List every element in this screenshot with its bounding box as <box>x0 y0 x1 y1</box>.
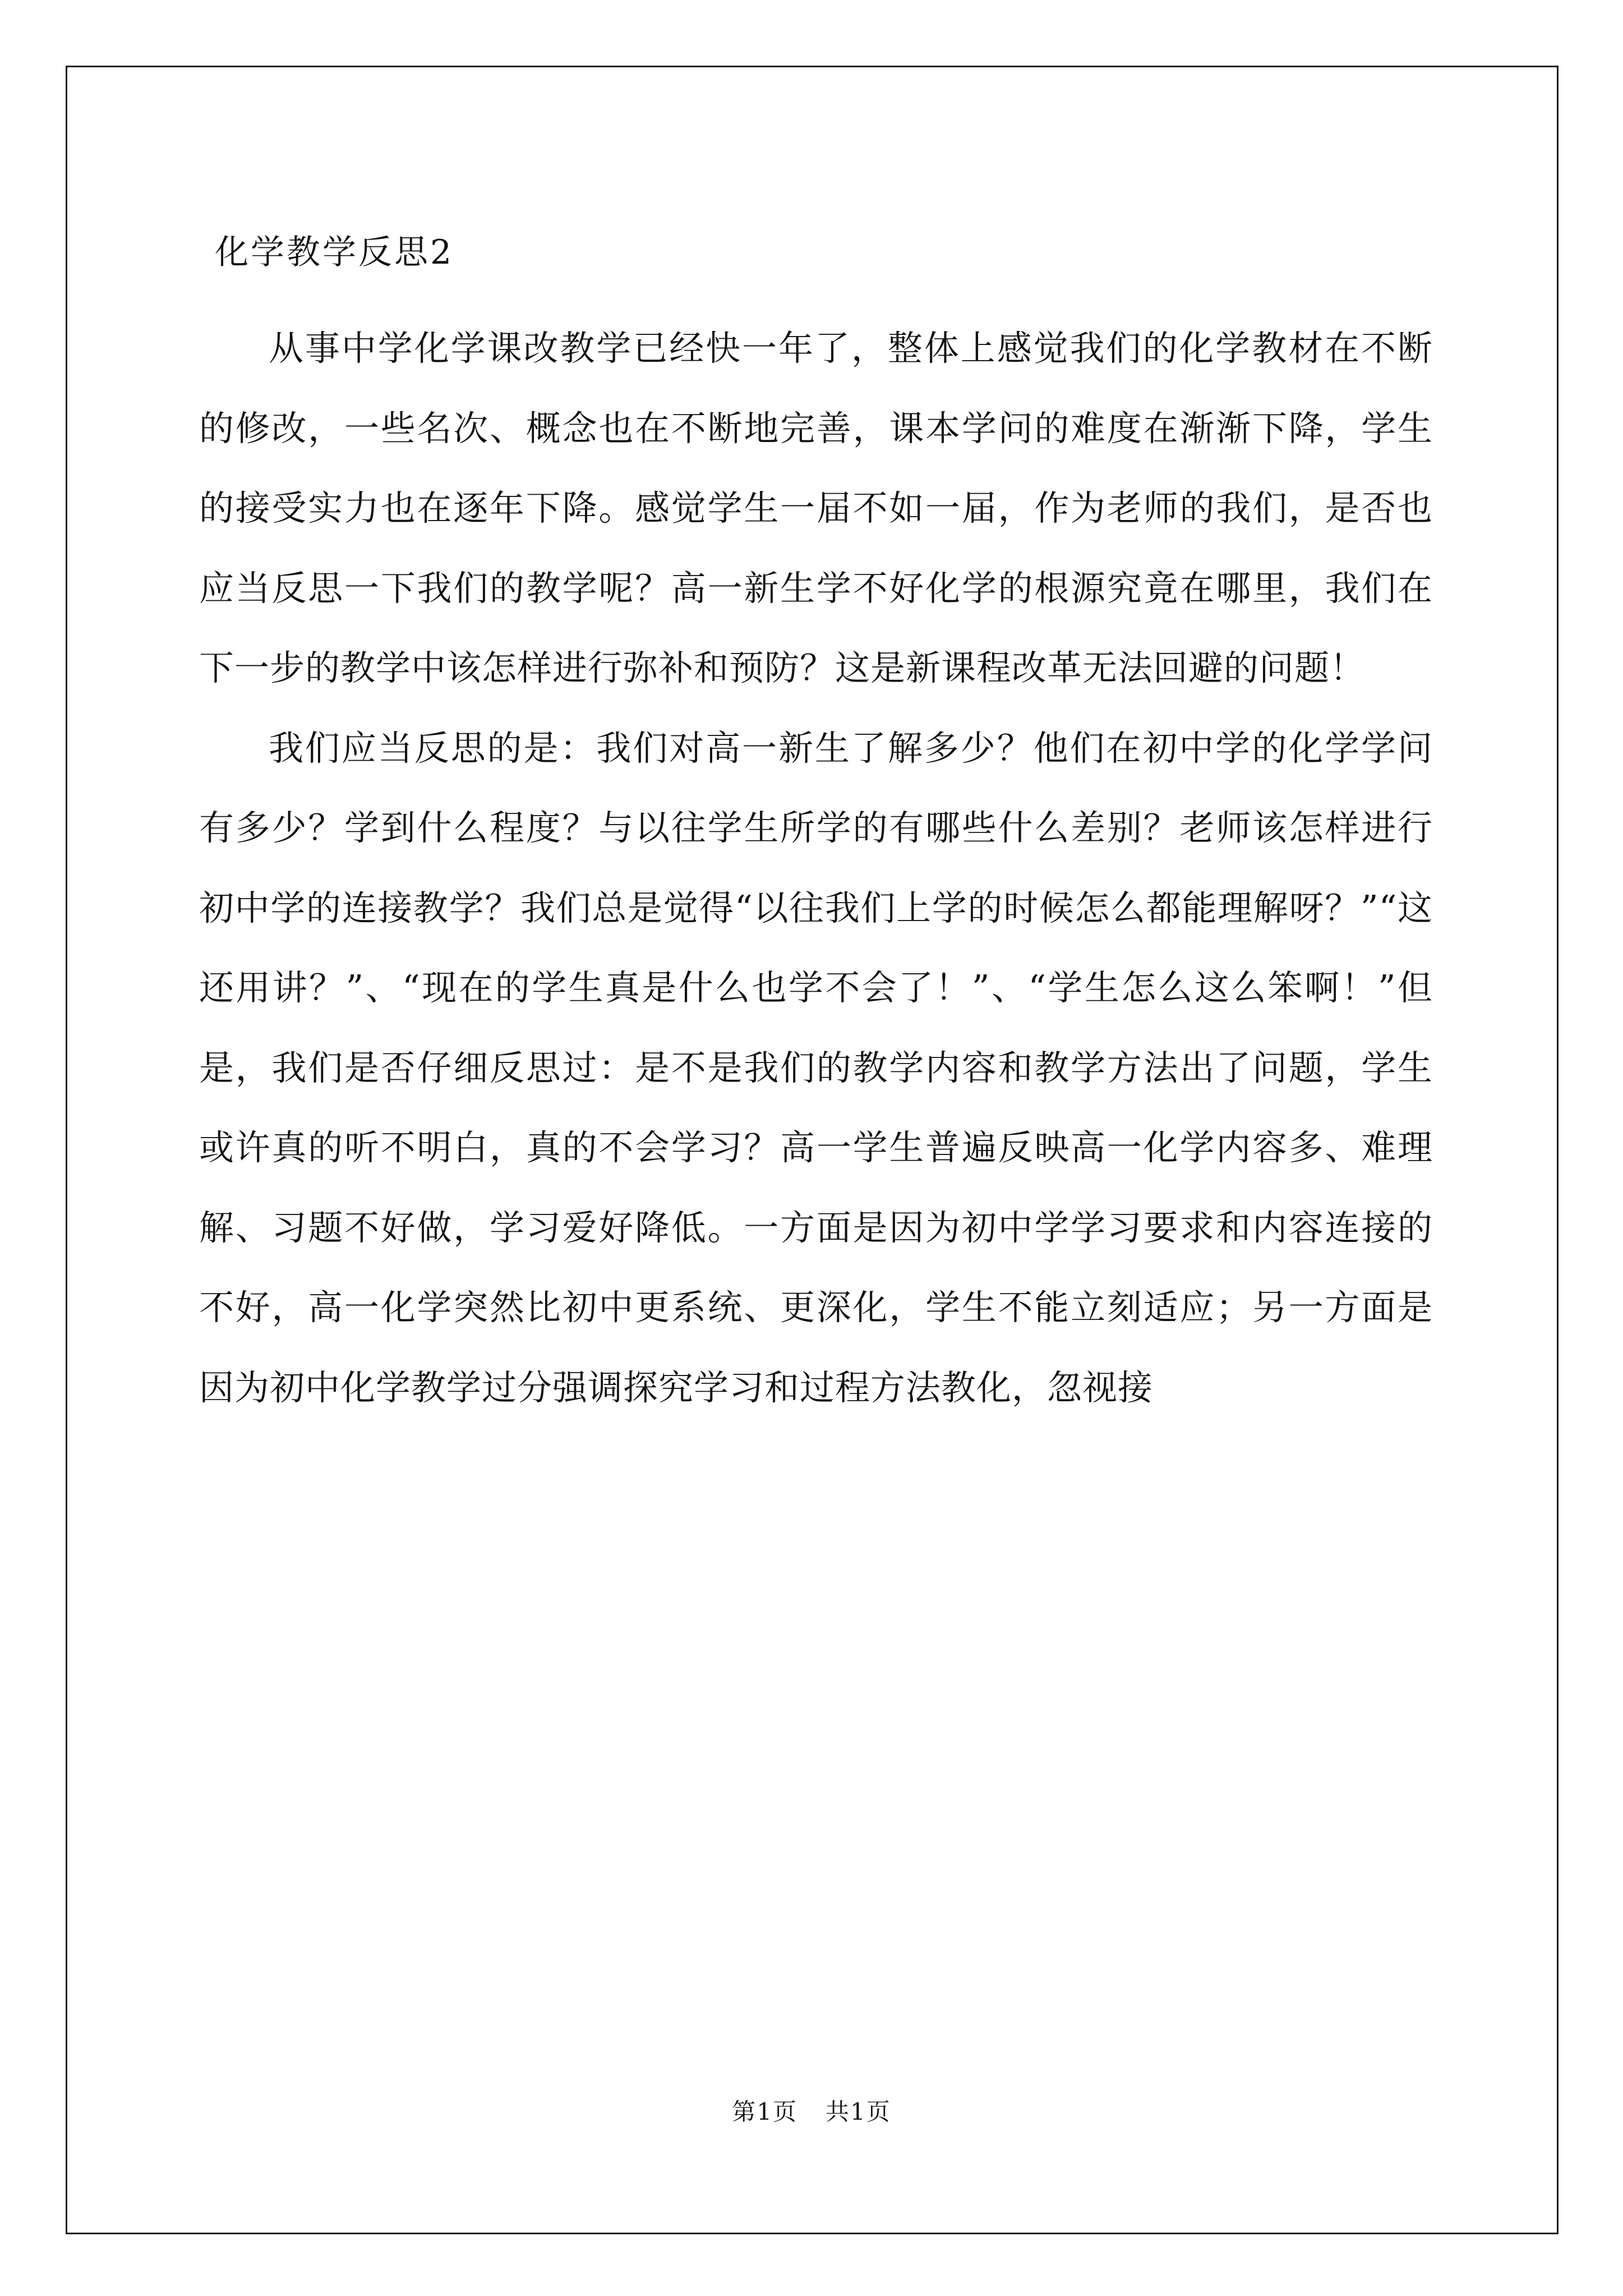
document-title: 化学教学反思2 <box>215 233 454 272</box>
document-body <box>199 219 1433 1428</box>
page-footer <box>0 2095 1623 2129</box>
page-total: 共1页 <box>826 2098 891 2125</box>
paragraph-2: 我们应当反思的是：我们对高一新生了解多少？他们在初中学的化学学问有多少？学到什么程度？与以往学生所学的有哪些什么差别？老师该怎样进行初中学的连接教学？我们总是觉得“以往我们上学的时候怎么都能理解呀？”“这还用讲？”、“现在的学生真是什么也学不会了！”、“学生怎么这么笨啊！”但是，我们是否仔细反思过：是不是我们的教学内容和教学方法出了问题，学生或许真的听不明白，真的不会学习？高一学生普遍反映高一化学内容多、难理解、习题不好做，学习爱好降低。一方面是因为初中学学习要求和内容连接的不好，高一化学突然比初中更系统、更深化，学生不能立刻适应；另一方面是因为初中化学教学过分强调探究学习和过程方法教化，忽视接 <box>199 727 1433 1408</box>
paragraph-1: 从事中学化学课改教学已经快一年了，整体上感觉我们的化学教材在不断的修改，一些名次、概念也在不断地完善，课本学问的难度在渐渐下降，学生的接受实力也在逐年下降。感觉学生一届不如一届，作为老师的我们，是否也应当反思一下我们的教学呢？高一新生学不好化学的根源究竟在哪里，我们在下一步的教学中该怎样进行弥补和预防？这是新课程改革无法回避的问题！ <box>199 328 1433 688</box>
page-number: 第1页 <box>732 2098 797 2125</box>
